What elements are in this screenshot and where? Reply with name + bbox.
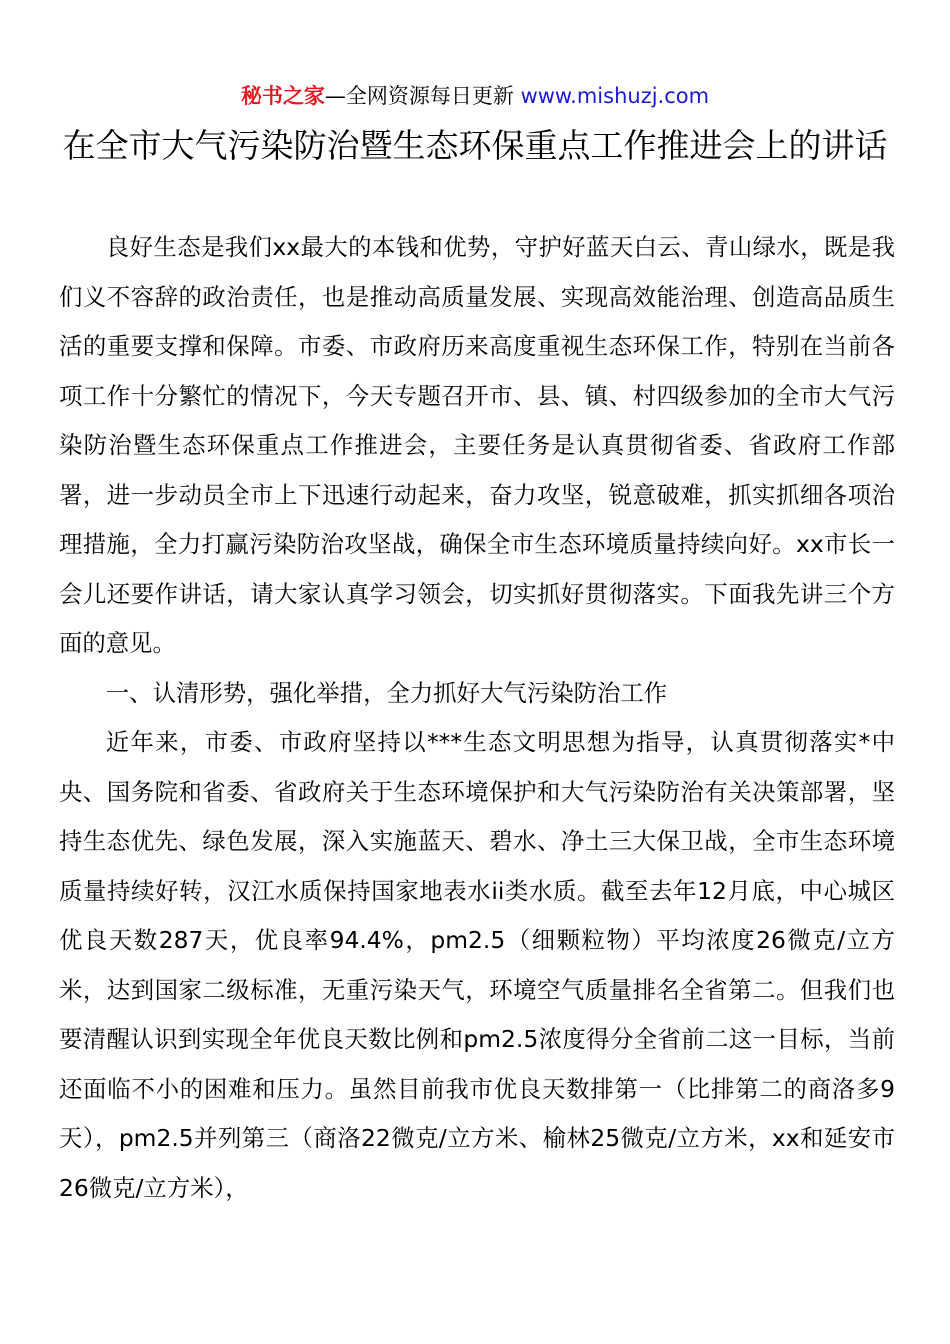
section-heading-1: 一、认清形势，强化举措，全力抓好大气污染防治工作 (105, 678, 668, 707)
body-paragraph-section-1: 近年来，市委、市政府坚持以***生态文明思想为指导，认真贯彻落实*中央、国务院和省委、省政府关于生态环境保护和大气污染防治有关决策部署，坚持生态优先、绿色发展，深入实施蓝天、碧水、净土三大保卫战，全市生态环境质量持续好转，汉江水质保持国家地表水ii类水质。截至去年12月底，中心城区优良天数287天，优良率94.4%，pm2.5（细颗粒物）平均浓度26微克/立方米，达到国家二级标准，无重污染天气，环境空气质量排名全省第二。但我们也要清醒认识到实现全年优良天数比例和pm2.5浓度得分全省前二这一目标，当前还面临不小的困难和压力。虽然目前我市优良天数排第一（比排第二的商洛多9天），pm2.5并列第三（商洛22微克/立方米、榆林25微克/立方米，xx和延安市26微克/立方米）， (59, 728, 895, 1202)
site-url-link[interactable]: www.mishuzj.com (520, 84, 710, 108)
site-header (0, 82, 950, 110)
document-title: 在全市大气污染防治暨生态环保重点工作推进会上的讲话 (62, 126, 888, 165)
site-tagline: —全网资源每日更新 (324, 84, 521, 108)
body-paragraph-intro: 良好生态是我们xx最大的本钱和优势，守护好蓝天白云、青山绿水，既是我们义不容辞的政治责任，也是推动高质量发展、实现高效能治理、创造高品质生活的重要支撑和保障。市委、市政府历来高度重视生态环保工作，特别在当前各项工作十分繁忙的情况下，今天专题召开市、县、镇、村四级参加的全市大气污染防治暨生态环保重点工作推进会，主要任务是认真贯彻省委、省政府工作部署，进一步动员全市上下迅速行动起来，奋力攻坚，锐意破难，抓实抓细各项治理措施，全力打赢污染防治攻坚战，确保全市生态环境质量持续向好。xx市长一会儿还要作讲话，请大家认真学习领会，切实抓好贯彻落实。下面我先讲三个方面的意见。 (59, 233, 895, 657)
document-body (59, 223, 895, 1213)
site-brand: 秘书之家 (240, 84, 325, 108)
